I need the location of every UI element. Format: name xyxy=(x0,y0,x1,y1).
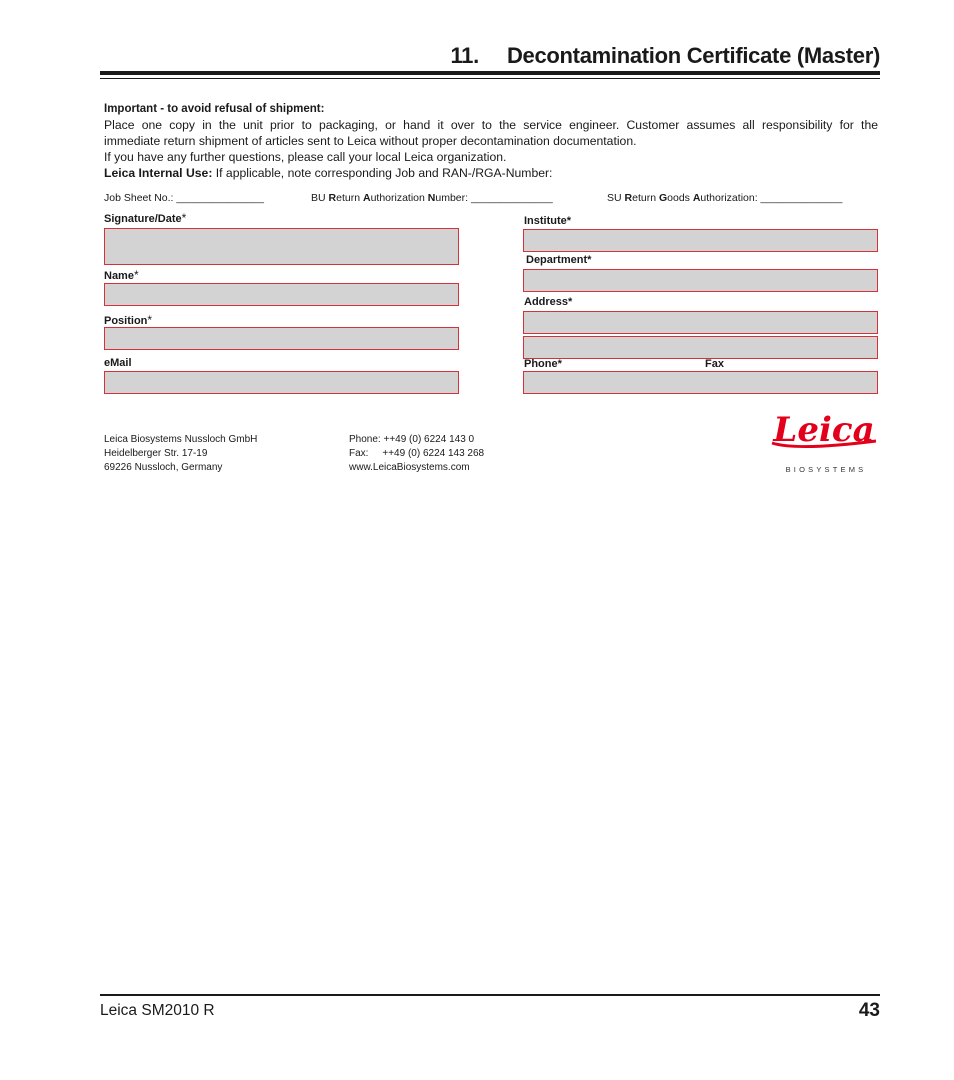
company-address xyxy=(104,433,257,475)
fax-label: Fax xyxy=(705,358,724,370)
email-field[interactable] xyxy=(104,371,459,394)
logo-tagline: BIOSYSTEMS xyxy=(785,465,867,474)
leica-logo-mark xyxy=(768,405,880,475)
internal-use-line xyxy=(104,165,878,181)
job-sheet-field: Job Sheet No.: _______________ xyxy=(104,192,264,204)
internal-use-text: If applicable, note corresponding Job and RAN-/RGA-Number: xyxy=(212,166,553,180)
intro-block xyxy=(104,101,878,181)
bu-ran-field: BU Return Authorization Number: ______________ xyxy=(311,192,553,204)
signature-date-field[interactable] xyxy=(104,228,459,265)
company-name: Leica Biosystems Nussloch GmbH xyxy=(104,434,258,445)
footer-rule xyxy=(100,994,880,996)
department-label: Department* xyxy=(526,254,592,266)
company-fax: Fax: ++49 (0) 6224 143 268 xyxy=(349,448,485,459)
name-label: Name* xyxy=(104,268,139,282)
name-field[interactable] xyxy=(104,283,459,306)
institute-field[interactable] xyxy=(523,229,878,252)
intro-line-3: If you have any further questions, please call your local Leica organization. xyxy=(104,150,507,164)
company-website[interactable]: www.LeicaBiosystems.com xyxy=(349,462,470,473)
page-title xyxy=(100,43,880,69)
address-field-line-1[interactable] xyxy=(523,311,878,334)
important-heading: Important - to avoid refusal of shipment: xyxy=(104,103,325,115)
company-city: 69226 Nussloch, Germany xyxy=(104,462,223,473)
header-rule-thin xyxy=(100,78,880,79)
section-number: 11. xyxy=(450,43,479,68)
intro-line-1: Place one copy in the unit prior to packaging, or hand it over to the service engineer. Customer assumes all responsibility for the xyxy=(104,118,878,132)
email-label: eMail xyxy=(104,357,132,369)
page-number: 43 xyxy=(858,1000,880,1021)
footer-product-name: Leica SM2010 R xyxy=(100,1002,215,1019)
section-title: Decontamination Certificate (Master) xyxy=(506,43,880,68)
address-field-line-2[interactable] xyxy=(523,336,878,359)
company-phone: Phone: ++49 (0) 6224 143 0 xyxy=(349,434,475,445)
su-rga-field: SU Return Goods Authorization: ______________ xyxy=(607,192,843,204)
phone-fax-field[interactable] xyxy=(523,371,878,394)
header-rule xyxy=(100,71,880,75)
logo-wordmark: Leica xyxy=(773,410,875,450)
company-street: Heidelberger Str. 17-19 xyxy=(104,448,208,459)
intro-line-2: immediate return shipment of articles sent to Leica without proper decontamination documentation. xyxy=(104,134,637,148)
department-field[interactable] xyxy=(523,269,878,292)
internal-use-label: Leica Internal Use: xyxy=(104,166,213,180)
phone-label: Phone* xyxy=(524,358,562,370)
position-label: Position* xyxy=(104,313,153,327)
company-contact xyxy=(349,433,484,475)
position-field[interactable] xyxy=(104,327,459,350)
leica-biosystems-logo xyxy=(768,405,880,475)
address-label: Address* xyxy=(524,296,573,308)
institute-label: Institute* xyxy=(524,215,572,227)
signature-label: Signature/Date* xyxy=(104,211,187,225)
